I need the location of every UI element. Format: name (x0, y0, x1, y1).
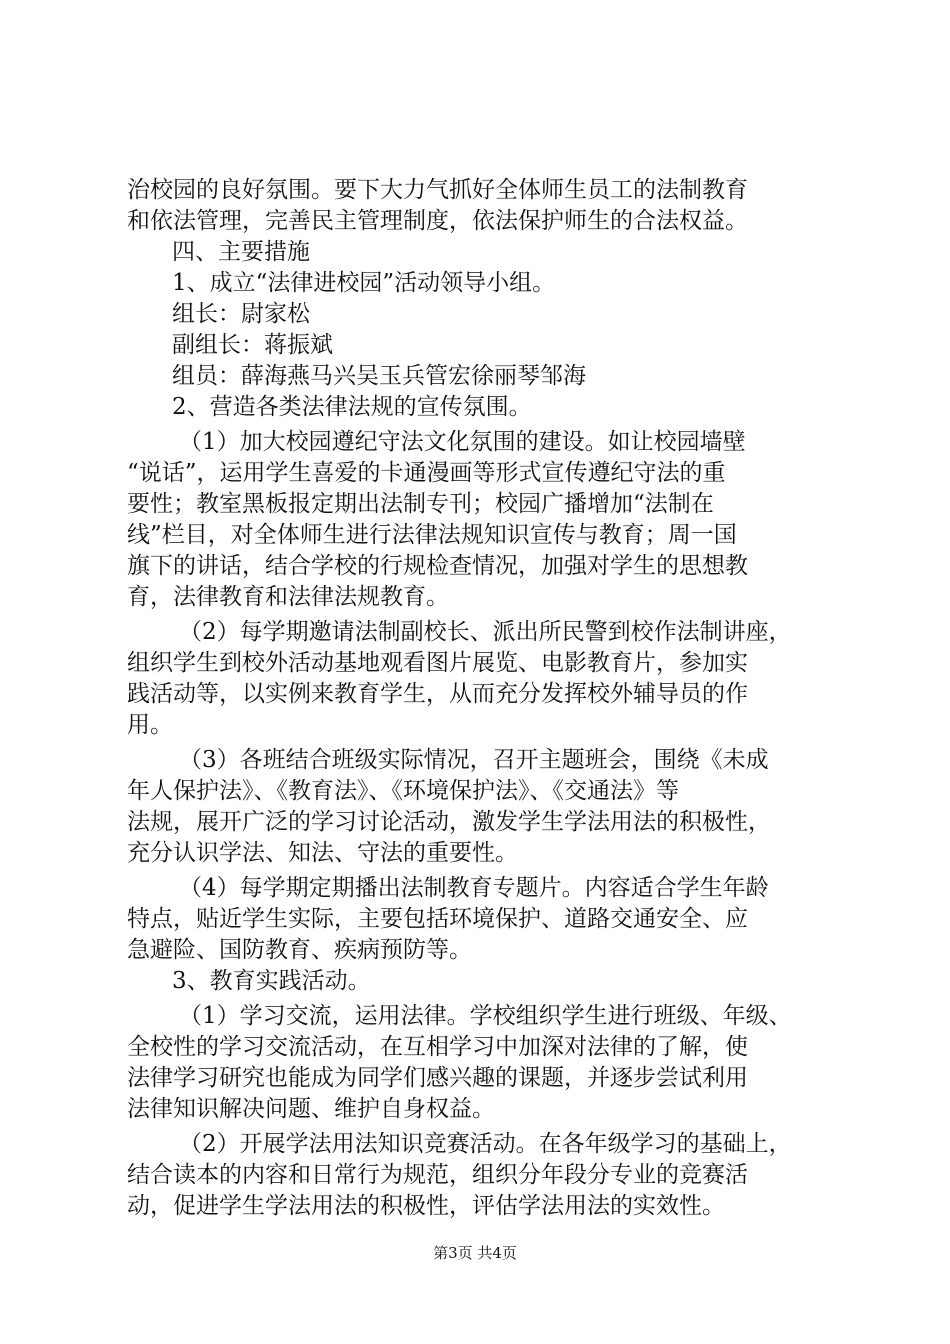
text-line: 治校园的良好氛围。要下大力气抓好全体师生员工的法制教育 (127, 177, 748, 203)
text-line: 特点，贴近学生实际，主要包括环境保护、道路交通安全、应 (127, 906, 748, 932)
text-line: 年人保护法》、《教育法》、《环境保护法》、《交通法》等 (127, 778, 679, 804)
text-line: （3）各班结合班级实际情况，召开主题班会，围绕《未成 (179, 747, 769, 773)
text-line: 和依法管理，完善民主管理制度，依法保护师生的合法权益。 (127, 208, 748, 234)
text-line: 组长：尉家松 (172, 301, 310, 327)
text-line: 急避险、国防教育、疾病预防等。 (127, 937, 472, 963)
text-line: 要性；教室黑板报定期出法制专刊；校园广播增加“法制在 (127, 491, 714, 517)
text-line: “说话”，运用学生喜爱的卡通漫画等形式宣传遵纪守法的重 (127, 460, 726, 486)
text-line: 全校性的学习交流活动，在互相学习中加深对法律的了解，使 (127, 1034, 748, 1060)
text-line: 副组长：蒋振斌 (172, 332, 333, 358)
text-line: 组织学生到校外活动基地观看图片展览、电影教育片，参加实 (127, 650, 748, 676)
text-line: 法规，展开广泛的学习讨论活动，激发学生学法用法的积极性， (127, 809, 771, 835)
page-number-footer: 第3页 共4页 (433, 1244, 517, 1262)
text-line: 组员：薛海燕马兴吴玉兵管宏徐丽琴邹海 (172, 363, 586, 389)
text-line: 法律知识解决问题、维护自身权益。 (127, 1096, 495, 1122)
text-line: （2）每学期邀请法制副校长、派出所民警到校作法制讲座， (179, 619, 792, 645)
text-line: 结合读本的内容和日常行为规范，组织分年段分专业的竞赛活 (127, 1162, 748, 1188)
subsection-heading: 3、教育实践活动。 (172, 968, 371, 994)
document-body (127, 175, 833, 1222)
text-line: 法律学习研究也能成为同学们感兴趣的课题，并逐步尝试利用 (127, 1065, 748, 1091)
text-line: 充分认识学法、知法、守法的重要性。 (127, 840, 518, 866)
text-line: （1）加大校园遵纪守法文化氛围的建设。如让校园墙壁 (179, 429, 746, 455)
subsection-heading: 2、营造各类法律法规的宣传氛围。 (172, 394, 532, 420)
text-line: （1）学习交流，运用法律。学校组织学生进行班级、年级、 (179, 1003, 792, 1029)
text-line: 旗下的讲话，结合学校的行规检查情况，加强对学生的思想教 (127, 553, 748, 579)
text-line: 育，法律教育和法律法规教育。 (127, 584, 449, 610)
text-line: （2）开展学法用法知识竞赛活动。在各年级学习的基础上， (179, 1131, 792, 1157)
text-line: 用。 (127, 712, 173, 738)
text-line: 践活动等，以实例来教育学生，从而充分发挥校外辅导员的作 (127, 681, 748, 707)
text-line: 动，促进学生学法用法的积极性，评估学法用法的实效性。 (127, 1193, 725, 1219)
subsection-heading: 1、成立“法律进校园”活动领导小组。 (172, 270, 556, 296)
text-line: （4）每学期定期播出法制教育专题片。内容适合学生年龄 (179, 875, 769, 901)
text-line: 线”栏目，对全体师生进行法律法规知识宣传与教育；周一国 (127, 522, 737, 548)
section-heading: 四、主要措施 (172, 239, 310, 265)
